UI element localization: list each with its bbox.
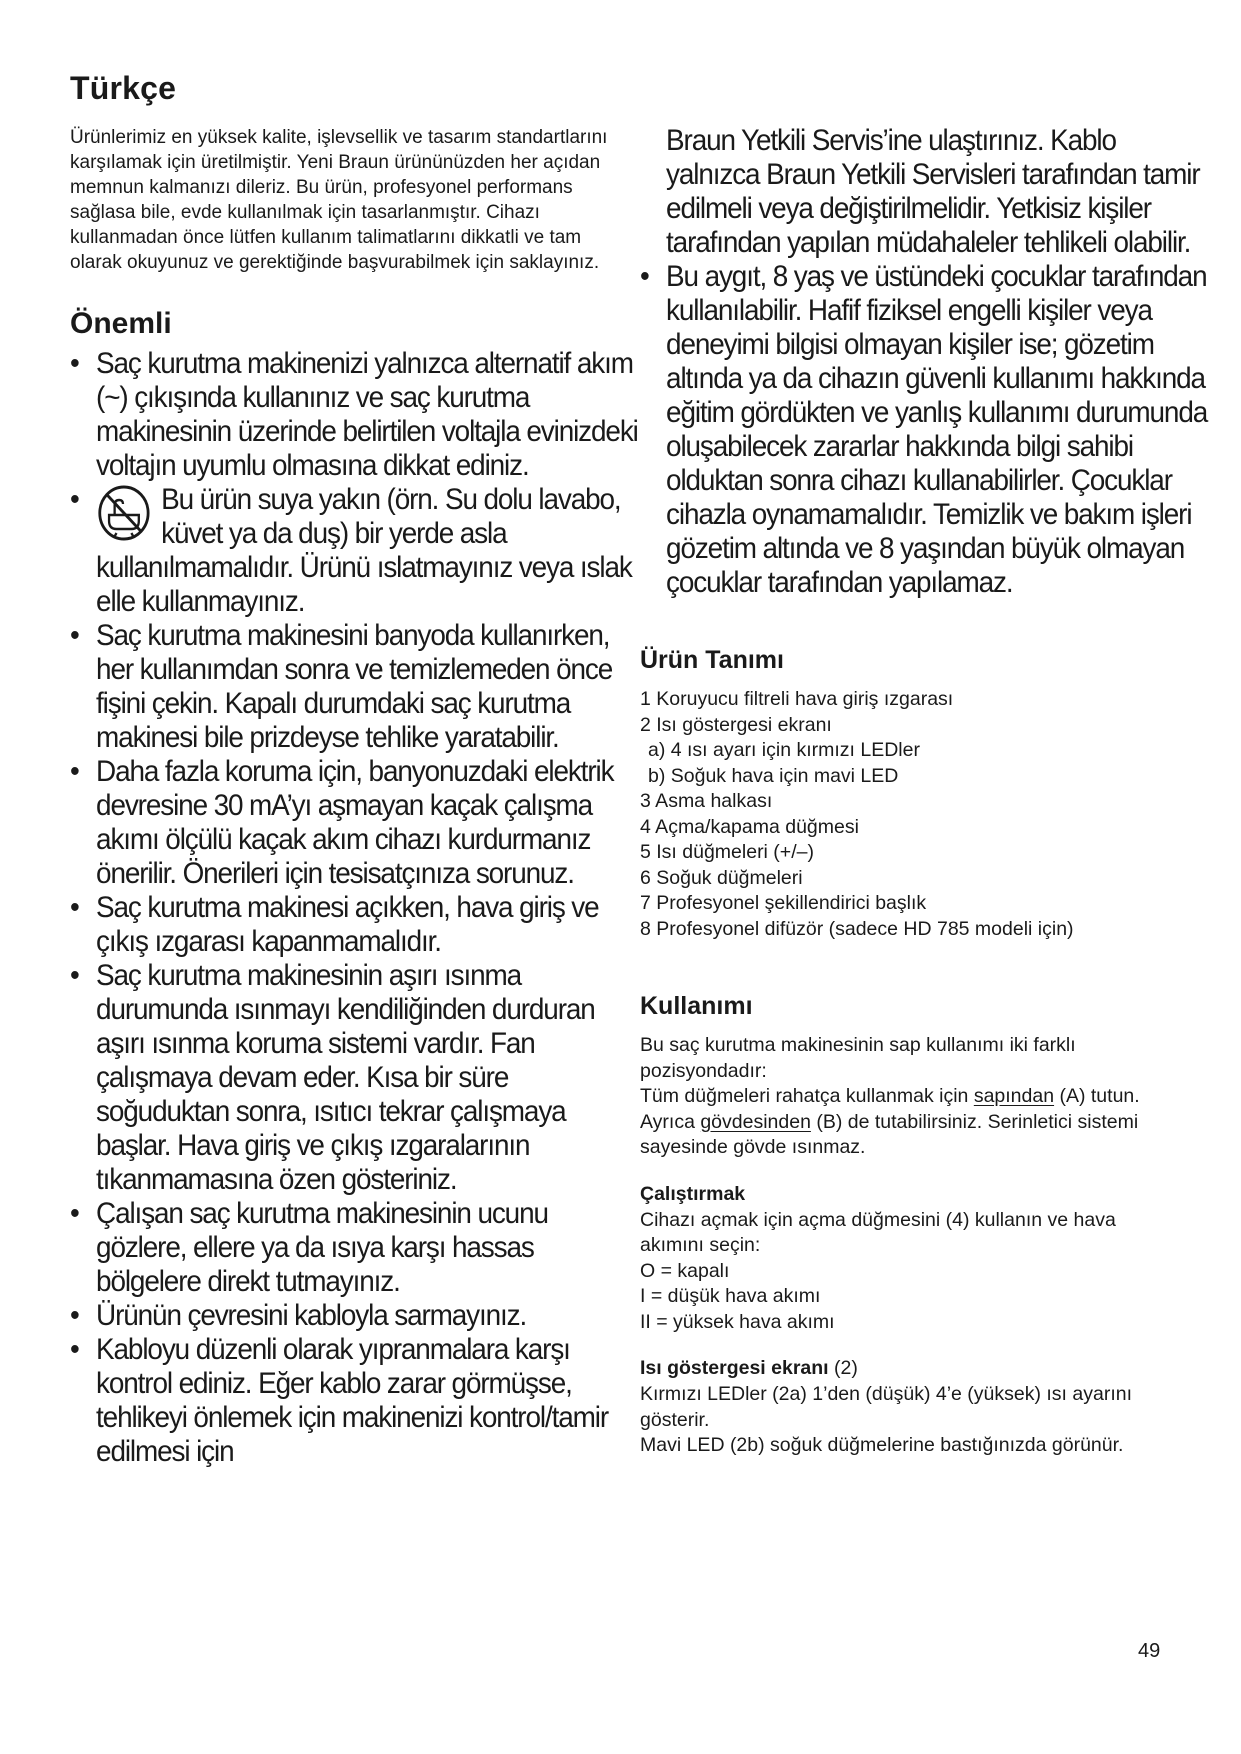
left-column — [70, 70, 638, 1469]
list-item: b) Soğuk hava için mavi LED — [648, 764, 899, 787]
page-title: Türkçe — [70, 70, 177, 106]
list-item: • Bu aygıt, 8 yaş ve üstündeki çocuklar tarafından kullanılabilir. Hafif fiziksel engelli kişiler veya deneyimi bilgisi olmayan kişiler ise; gözetim altında ya da cihazın güvenli kullanımı hakkında eğitim gördükten ve yanlış kullanımı durumunda oluşabilecek zararlar hakkında bilgi sahibi olduktan sonra cihazı kullanabilirler. Çocuklar cihazla oynamamalıdır. Temizlik ve bakım işleri gözetim altında ve 8 yaşından büyük olmayan çocuklar tarafından yapılamaz. — [640, 260, 1208, 599]
list-item: • Çalışan saç kurutma makinesinin ucunu gözlere, ellere ya da ısıya karşı hassas bölgelere direkt tutmayınız. — [70, 1197, 548, 1298]
list-item: 2 Isı göstergesi ekranı — [640, 713, 832, 736]
important-heading: Önemli — [70, 307, 172, 340]
no-water-bath-icon — [96, 483, 156, 545]
mode-off: O = kapalı — [640, 1259, 730, 1282]
product-list — [640, 687, 1185, 942]
display-heading: Isı göstergesi ekranı (2) — [640, 1357, 858, 1379]
list-item: • Ürünün çevresini kabloyla sarmayınız. — [70, 1299, 527, 1332]
usage-paragraph-2: Tüm düğmeleri rahatça kullanmak için sapından (A) tutun. — [640, 1085, 1140, 1107]
list-item: 3 Asma halkası — [640, 790, 773, 812]
list-item: 6 Soğuk düğmeleri — [640, 866, 803, 889]
list-item-continuation: Braun Yetkili Servis’ine ulaştırınız. Kablo yalnızca Braun Yetkili Servisleri tarafından tamir edilmeli veya değiştirilmelidir. Yetkisiz kişiler tarafından yapılan müdahaleler tehlikeli olabilir. — [666, 124, 1200, 259]
list-item: • Saç kurutma makinenizi yalnızca alternatif akım (~) çıkışında kullanınız ve saç kurutma makinesinin üzerinde belirtilen voltajla evinizdeki voltajın uyumlu olmasına dikkat ediniz. — [70, 347, 638, 482]
important-list-continued — [640, 124, 1208, 600]
list-item: • Bu ürün suya yakın (örn. Su dolu lavabo, küvet ya da duş) bir yerde asla kullanılmamalıdır. Ürünü ıslatmayınız veya ıslak elle kullanmayınız. — [70, 483, 632, 618]
usage-heading: Kullanımı — [640, 992, 753, 1020]
list-item: 1 Koruyucu filtreli hava giriş ızgarası — [640, 688, 954, 710]
list-item: a) 4 ısı ayarı için kırmızı LEDler — [648, 739, 920, 761]
list-item: 7 Profesyonel şekillendirici başlık — [640, 892, 927, 914]
usage-paragraph-3: Ayrıca gövdesinden (B) de tutabilirsiniz. Serinletici sistemi sayesinde gövde ısınmaz. — [640, 1110, 1139, 1158]
list-item: • Saç kurutma makinesinin aşırı ısınma durumunda ısınmayı kendiliğinden durduran aşırı ısınma koruma sistemi vardır. Fan çalışmaya devam eder. Kısa bir süre soğuduktan sonra, ısıtıcı tekrar çalışmaya başlar. Hava giriş ve çıkış ızgaralarının tıkanmamasına özen gösteriniz. — [70, 959, 595, 1196]
list-item: • Saç kurutma makinesini banyoda kullanırken, her kullanımdan sonra ve temizlemeden önce fişini çekin. Kapalı durumdaki saç kurutma makinesi bile prizdeyse tehlike yaratabilir. — [70, 619, 613, 754]
list-item: 8 Profesyonel difüzör (sadece HD 785 modeli için) — [640, 917, 1074, 940]
intro-paragraph: Ürünlerimiz en yüksek kalite, işlevsellik ve tasarım standartlarını karşılamak için üretilmiştir. Yeni Braun ürününüzden her açıdan memnun kalmanızı dileriz. Bu ürün, profesyonel performans sağlasa bile, evde kullanılmak için tasarlanmıştır. Cihazı kullanmadan önce lütfen kullanım talimatlarını dikkatli ve tam olarak okuyunuz ve gerektiğinde başvurabilmek için saklayınız. — [70, 127, 608, 273]
list-item: 4 Açma/kapama düğmesi — [640, 815, 859, 838]
right-column — [640, 124, 1208, 1459]
page-number: 49 — [1138, 1640, 1161, 1662]
display-text-2: Mavi LED (2b) soğuk düğmelerine bastığınızda görünür. — [640, 1434, 1124, 1456]
operate-heading: Çalıştırmak — [640, 1182, 746, 1205]
list-item: • Kabloyu düzenli olarak yıpranmalara karşı kontrol ediniz. Eğer kablo zarar görmüşse, tehlikeyi önlemek için makinenizi kontrol/tamir edilmesi için — [70, 1333, 609, 1468]
display-text-1: Kırmızı LEDler (2a) 1’den (düşük) 4’e (yüksek) ısı ayarını gösterir. — [640, 1383, 1133, 1431]
important-list — [70, 347, 638, 1469]
operate-text: Cihazı açmak için açma düğmesini (4) kullanın ve hava akımını seçin: — [640, 1208, 1116, 1256]
list-item: 5 Isı düğmeleri (+/–) — [640, 841, 814, 863]
mode-high: II = yüksek hava akımı — [640, 1310, 835, 1333]
product-heading: Ürün Tanımı — [640, 646, 784, 674]
list-item: • Daha fazla koruma için, banyonuzdaki elektrik devresine 30 mA’yı aşmayan kaçak çalışma akımı ölçülü kaçak akım cihazı kurdurmanız önerilir. Önerileri için tesisatçınıza sorunuz. — [70, 755, 614, 890]
usage-paragraph-1: Bu saç kurutma makinesinin sap kullanımı iki farklı pozisyondadır: — [640, 1034, 1076, 1082]
list-item: • Saç kurutma makinesi açıkken, hava giriş ve çıkış ızgarası kapanmamalıdır. — [70, 891, 599, 958]
mode-low: I = düşük hava akımı — [640, 1285, 821, 1307]
